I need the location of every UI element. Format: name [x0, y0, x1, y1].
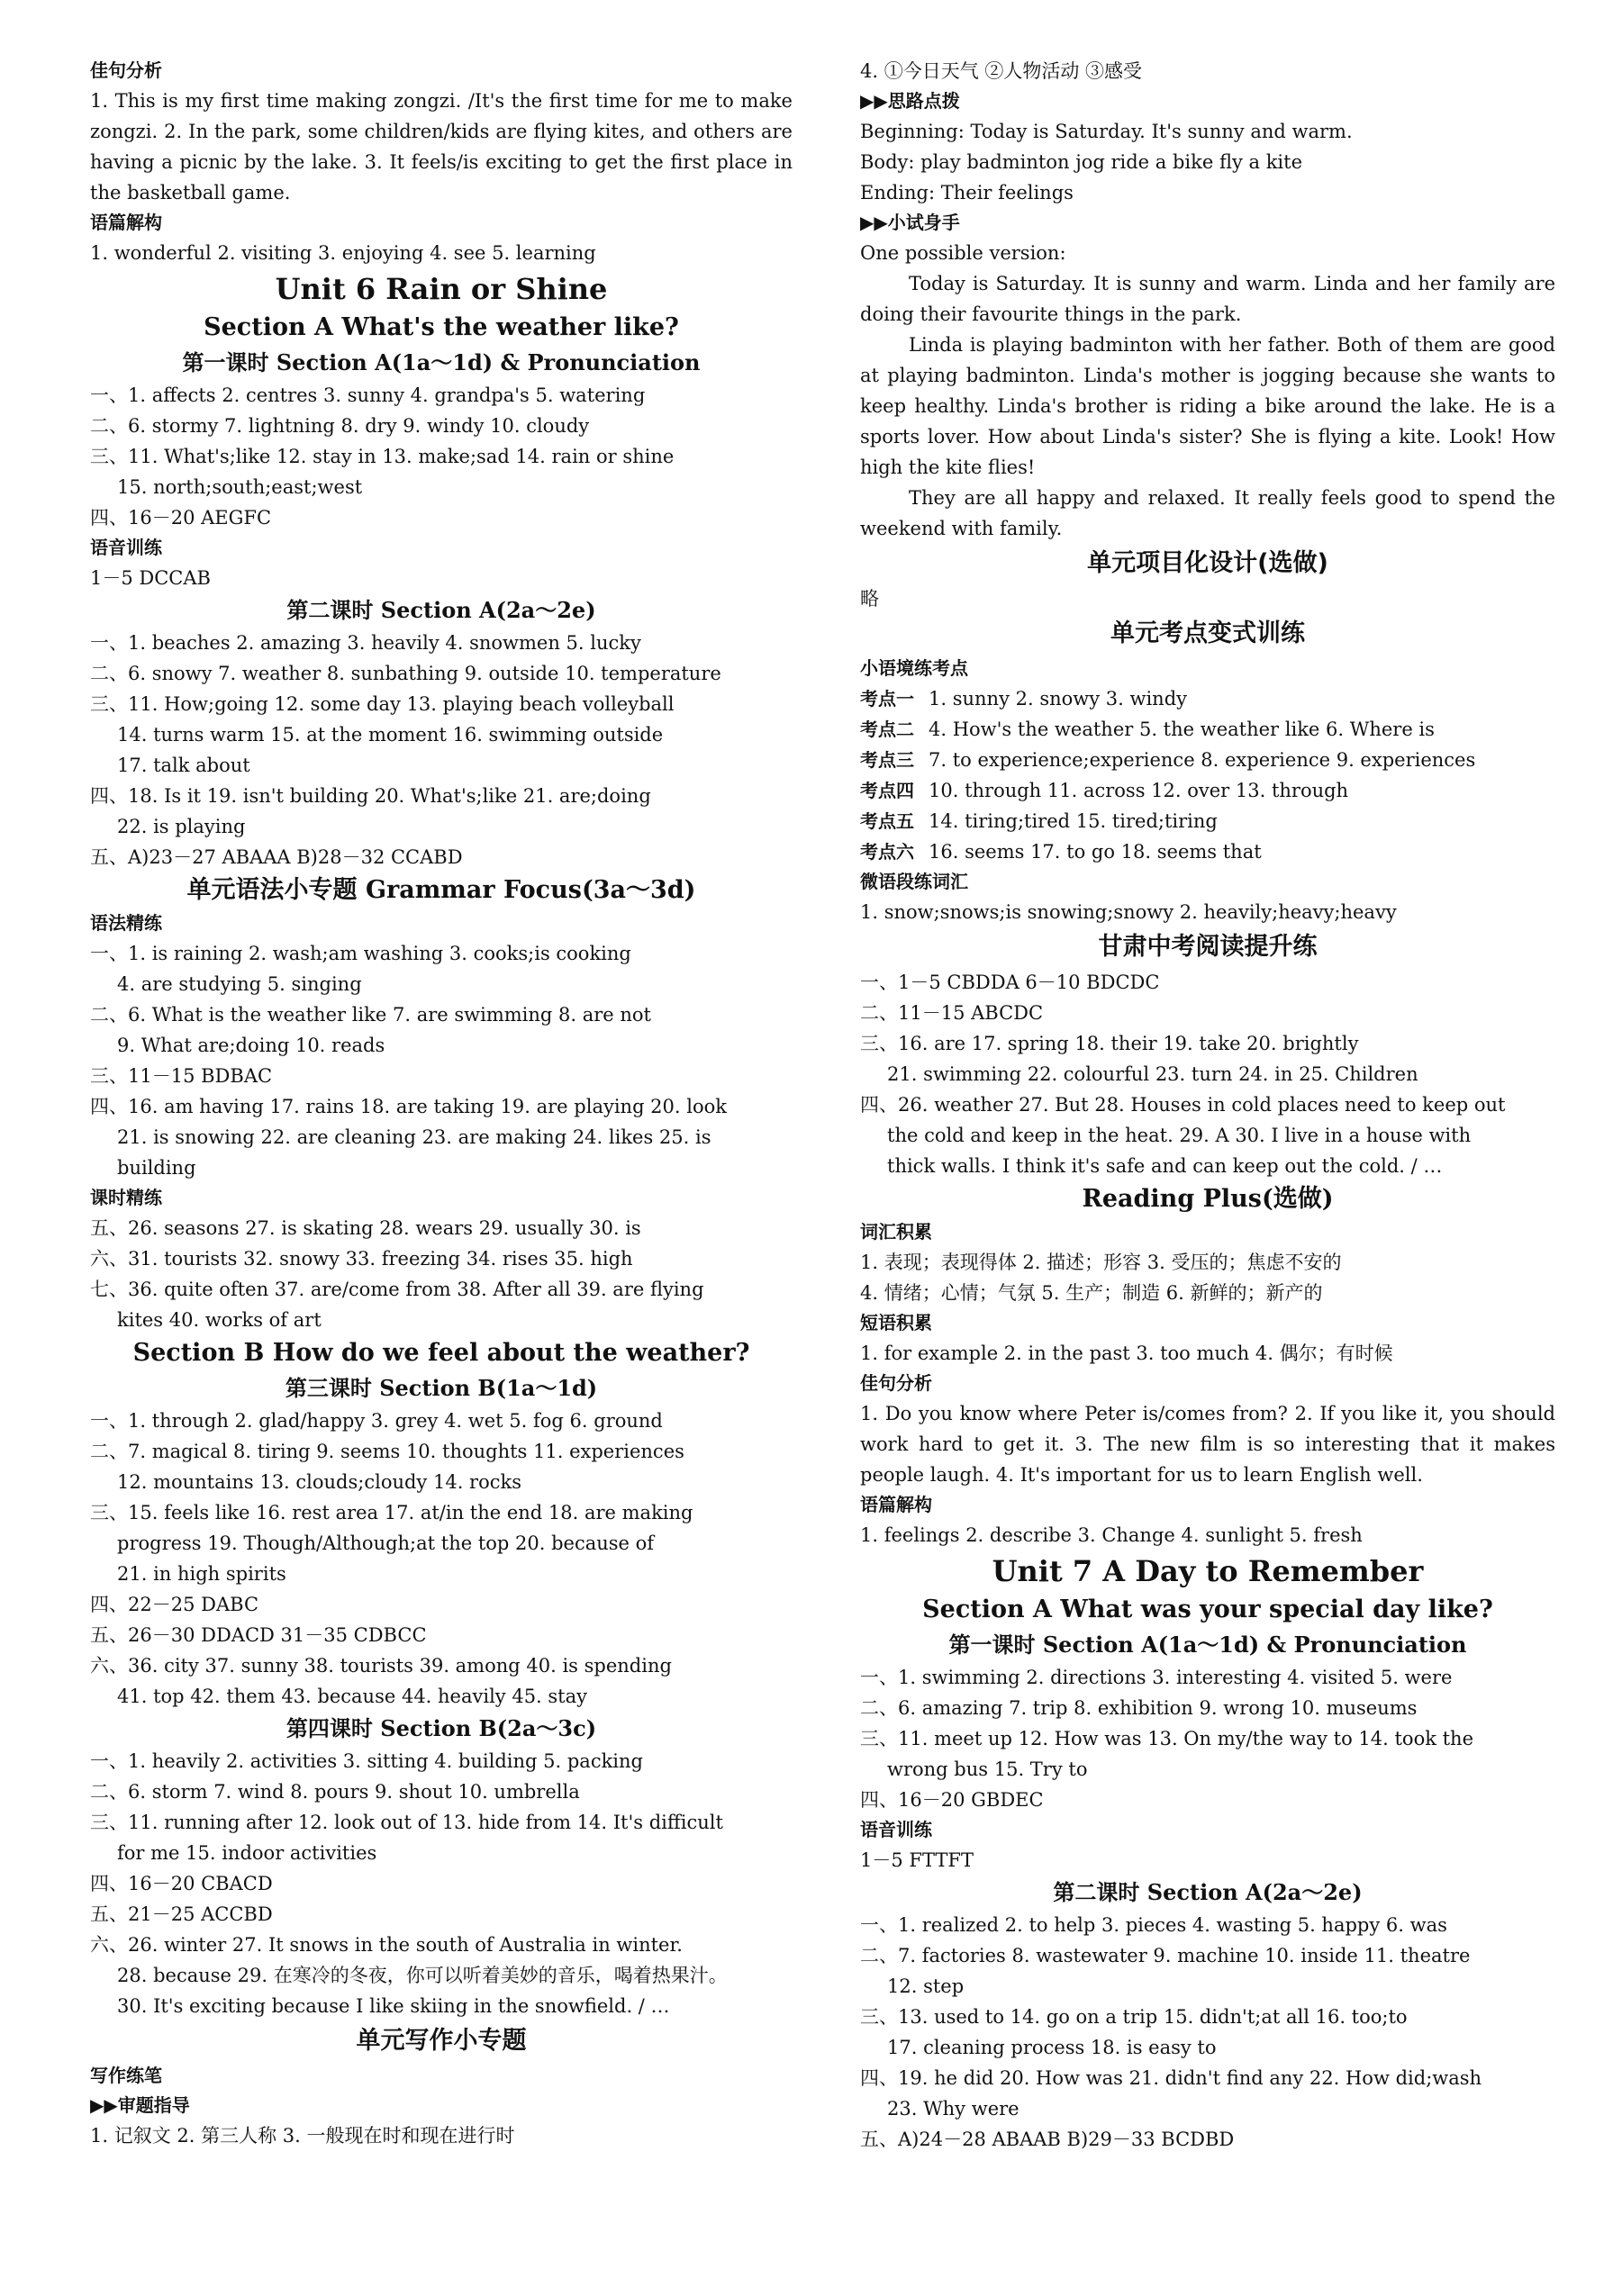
section-title: Reading Plus(选做): [1082, 1185, 1334, 1213]
answer-paragraph: Today is Saturday. It is sunny and warm. Linda and her family are doing their favourite things in the park.: [860, 273, 1555, 325]
lesson-title: 第四课时 Section B(2a～3c): [285, 1715, 597, 1741]
answer-line: 二、6. stormy 7. lightning 8. dry 9. windy 10. cloudy: [90, 415, 590, 437]
exam-point-answers: 1. sunny 2. snowy 3. windy: [929, 688, 1188, 710]
answer-line: 六、26. winter 27. It snows in the south of Australia in winter.: [90, 1934, 683, 1956]
answer-line: 21. swimming 22. colourful 23. turn 24. in 25. Children: [887, 1063, 1418, 1085]
answer-line: 21. in high spirits: [117, 1563, 286, 1585]
subsection-label: 写作练笔: [90, 2065, 162, 2086]
subsection-label: 微语段练词汇: [860, 871, 968, 892]
answer-line: Body: play badminton jog ride a bike fly a kite: [860, 151, 1302, 173]
subsection-label: 语篇解构: [860, 1494, 932, 1515]
answer-paragraph: Linda is playing badminton with her father. Both of them are good at playing badminton. Linda's mother is jogging because she wants to keep healthy. Linda's brother is riding a bike around the lake. He is a sports lover. How about Linda's sister? She is flying a kite. Look! How high the kite flies!: [860, 334, 1555, 478]
answer-line: 五、26－30 DDACD 31－35 CDBCC: [90, 1624, 427, 1646]
answer-line: 二、6. amazing 7. trip 8. exhibition 9. wrong 10. museums: [860, 1697, 1418, 1719]
answer-line: for me 15. indoor activities: [117, 1842, 377, 1864]
answer-line: 14. turns warm 15. at the moment 16. swimming outside: [117, 724, 664, 746]
exam-point-line: [860, 745, 1555, 775]
exam-point-answers: 4. How's the weather 5. the weather like 6. Where is: [929, 719, 1435, 740]
answer-line: One possible version:: [860, 242, 1066, 264]
exam-point-answers: 7. to experience;experience 8. experience 9. experiences: [929, 749, 1476, 771]
exam-point-line: [860, 683, 1555, 714]
unit-title: Unit 6 Rain or Shine: [275, 272, 608, 306]
answer-line: 二、6. storm 7. wind 8. pours 9. shout 10. umbrella: [90, 1781, 580, 1803]
exam-point-answers: 16. seems 17. to go 18. seems that: [929, 841, 1262, 863]
answer-line: 30. It's exciting because I like skiing in the snowfield. / …: [117, 1995, 670, 2017]
answer-line: 二、6. What is the weather like 7. are swimming 8. are not: [90, 1004, 651, 1026]
answer-line: 1. feelings 2. describe 3. Change 4. sunlight 5. fresh: [860, 1524, 1363, 1546]
answer-line: 一、1. affects 2. centres 3. sunny 4. grandpa's 5. watering: [90, 384, 646, 406]
answer-line: 一、1. beaches 2. amazing 3. heavily 4. snowmen 5. lucky: [90, 632, 641, 654]
answer-line: 1. 表现；表现得体 2. 描述；形容 3. 受压的；焦虑不安的: [860, 1252, 1342, 1273]
answer-line: 4. ①今日天气 ②人物活动 ③感受: [860, 60, 1143, 82]
chapter-heading: 单元项目化设计(选做): [1087, 549, 1328, 577]
subsection-label: 词汇积累: [860, 1221, 932, 1243]
answer-line: 三、11. What's;like 12. stay in 13. make;sad 14. rain or shine: [90, 446, 675, 467]
answer-line: progress 19. Though/Although;at the top 20. because of: [117, 1532, 655, 1554]
answer-line: building: [117, 1157, 196, 1179]
exam-point-answers: 10. through 11. across 12. over 13. through: [929, 780, 1349, 801]
answer-paragraph: They are all happy and relaxed. It really feels good to spend the weekend with family.: [860, 487, 1555, 539]
exam-point-answers: 14. tiring;tired 15. tired;tiring: [929, 810, 1218, 832]
section-title: 单元语法小专题 Grammar Focus(3a～3d): [186, 876, 696, 904]
arrow-subheading: ▶▶审题指导: [90, 2094, 190, 2116]
answer-line: 二、6. snowy 7. weather 8. sunbathing 9. outside 10. temperature: [90, 663, 721, 684]
answer-line: 4. 情绪；心情；气氛 5. 生产；制造 6. 新鲜的；新产的: [860, 1282, 1323, 1304]
answer-line: 28. because 29. 在寒冷的冬夜，你可以听着美妙的音乐，喝着热果汁。: [117, 1965, 728, 1986]
answer-line: 四、16－20 CBACD: [90, 1873, 273, 1894]
answer-line: 1. for example 2. in the past 3. too much 4. 偶尔；有时候: [860, 1342, 1393, 1364]
answer-line: 一、1. swimming 2. directions 3. interesting 4. visited 5. were: [860, 1667, 1453, 1688]
answer-line: 1. 记叙文 2. 第三人称 3. 一般现在时和现在进行时: [90, 2125, 515, 2147]
answer-line: 1－5 FTTFT: [860, 1849, 974, 1871]
exam-point-label: 考点六: [860, 841, 914, 863]
lesson-title: 第一课时 Section A(1a～1d) & Pronunciation: [948, 1632, 1467, 1658]
chapter-heading: 单元考点变式训练: [1110, 619, 1305, 647]
answer-line: wrong bus 15. Try to: [887, 1758, 1088, 1780]
subsection-label: 小语境练考点: [860, 657, 968, 679]
unit-title: Unit 7 A Day to Remember: [992, 1554, 1424, 1588]
answer-line: 22. is playing: [117, 816, 246, 837]
answer-line: 四、16－20 AEGFC: [90, 507, 272, 529]
subsection-label: 佳句分析: [90, 59, 162, 81]
left-column: [90, 56, 793, 2151]
exam-point-line: [860, 836, 1555, 867]
subsection-label: 课时精练: [90, 1187, 162, 1208]
answer-paragraph: 1. Do you know where Peter is/comes from? 2. If you like it, you should work hard to get it. 3. The new film is so interesting that it makes people laugh. 4. It's important for us to learn English well.: [860, 1403, 1555, 1486]
exam-point-label: 考点四: [860, 780, 914, 801]
lesson-title: 第一课时 Section A(1a～1d) & Pronunciation: [182, 349, 701, 375]
exam-point-label: 考点一: [860, 688, 914, 710]
answer-line: 一、1. realized 2. to help 3. pieces 4. wasting 5. happy 6. was: [860, 1914, 1447, 1936]
exam-point-label: 考点三: [860, 749, 914, 771]
subsection-label: 语音训练: [90, 537, 162, 558]
answer-line: 9. What are;doing 10. reads: [117, 1035, 385, 1056]
answer-line: 五、A)23－27 ABAAA B)28－32 CCABD: [90, 846, 463, 868]
answer-line: 12. mountains 13. clouds;cloudy 14. rocks: [117, 1471, 521, 1493]
exam-point-label: 考点二: [860, 719, 914, 740]
answer-line: 41. top 42. them 43. because 44. heavily 45. stay: [117, 1686, 588, 1707]
answer-line: 三、13. used to 14. go on a trip 15. didn't;at all 16. too;to: [860, 2006, 1408, 2028]
answer-line: 略: [860, 588, 879, 610]
answer-line: 17. cleaning process 18. is easy to: [887, 2037, 1217, 2058]
answer-line: 三、11－15 BDBAC: [90, 1065, 273, 1087]
answer-line: 二、11－15 ABCDC: [860, 1002, 1044, 1024]
answer-paragraph: 1. This is my first time making zongzi. /It's the first time for me to make zongzi. 2. In the park, some children/kids are flying kites, and others are having a picnic by the lake. 3. It feels/is exciting to get the first place in the basketball game.: [90, 90, 793, 203]
answer-line: 一、1. is raining 2. wash;am washing 3. cooks;is cooking: [90, 943, 631, 964]
answer-line: 12. step: [887, 1975, 965, 1997]
answer-line: 一、1. heavily 2. activities 3. sitting 4. building 5. packing: [90, 1750, 643, 1772]
section-title: Section B How do we feel about the weather?: [132, 1339, 750, 1367]
answer-line: the cold and keep in the heat. 29. A 30. I live in a house with: [887, 1125, 1472, 1146]
arrow-subheading: ▶▶思路点拨: [860, 90, 960, 112]
answer-line: 六、31. tourists 32. snowy 33. freezing 34. rises 35. high: [90, 1248, 633, 1270]
answer-line: 一、1－5 CBDDA 6－10 BDCDC: [860, 972, 1160, 993]
lesson-title: 第三课时 Section B(1a～1d): [285, 1375, 598, 1401]
answer-line: 一、1. through 2. glad/happy 3. grey 4. wet 5. fog 6. ground: [90, 1410, 663, 1432]
answer-line: 五、26. seasons 27. is skating 28. wears 29. usually 30. is: [90, 1217, 641, 1239]
subsection-label: 佳句分析: [860, 1372, 932, 1394]
answer-line: 二、7. factories 8. wastewater 9. machine 10. inside 11. theatre: [860, 1945, 1471, 1966]
answer-line: 21. is snowing 22. are cleaning 23. are making 24. likes 25. is: [117, 1126, 711, 1148]
answer-line: 五、A)24－28 ABAAB B)29－33 BCDBD: [860, 2129, 1235, 2150]
chapter-heading: 单元写作小专题: [356, 2027, 527, 2055]
answer-line: 二、7. magical 8. tiring 9. seems 10. thoughts 11. experiences: [90, 1441, 684, 1462]
subsection-label: 语篇解构: [90, 212, 162, 233]
answer-line: 六、36. city 37. sunny 38. tourists 39. among 40. is spending: [90, 1655, 672, 1677]
answer-line: 四、16－20 GBDEC: [860, 1789, 1044, 1811]
answer-line: 17. talk about: [117, 755, 250, 776]
chapter-heading: 甘肃中考阅读提升练: [1098, 933, 1318, 961]
answer-line: 1. snow;snows;is snowing;snowy 2. heavily;heavy;heavy: [860, 901, 1397, 923]
right-column: [860, 56, 1555, 2155]
answer-line: thick walls. I think it's safe and can keep out the cold. / …: [887, 1155, 1443, 1177]
answer-line: 23. Why were: [887, 2098, 1019, 2120]
answer-line: kites 40. works of art: [117, 1309, 322, 1331]
answer-line: 1. wonderful 2. visiting 3. enjoying 4. see 5. learning: [90, 242, 596, 264]
arrow-subheading: ▶▶小试身手: [860, 212, 960, 233]
exam-point-line: [860, 806, 1555, 836]
answer-line: 4. are studying 5. singing: [117, 973, 362, 995]
lesson-title: 第二课时 Section A(2a～2e): [1053, 1879, 1363, 1905]
answer-line: 三、11. meet up 12. How was 13. On my/the way to 14. took the: [860, 1728, 1474, 1749]
subsection-label: 短语积累: [860, 1312, 932, 1333]
answer-line: 五、21－25 ACCBD: [90, 1903, 273, 1925]
subsection-label: 语法精练: [90, 912, 162, 934]
answer-line: 三、16. are 17. spring 18. their 19. take 20. brightly: [860, 1033, 1359, 1054]
exam-point-line: [860, 714, 1555, 745]
answer-line: Beginning: Today is Saturday. It's sunny and warm.: [860, 121, 1353, 142]
answer-line: 四、18. Is it 19. isn't building 20. What's;like 21. are;doing: [90, 785, 651, 807]
answer-line: 四、19. he did 20. How was 21. didn't find any 22. How did;wash: [860, 2067, 1482, 2089]
answer-line: 七、36. quite often 37. are/come from 38. After all 39. are flying: [90, 1279, 704, 1300]
exam-point-line: [860, 775, 1555, 806]
answer-line: 三、15. feels like 16. rest area 17. at/in the end 18. are making: [90, 1502, 693, 1523]
answer-line: 四、26. weather 27. But 28. Houses in cold places need to keep out: [860, 1094, 1506, 1116]
exam-point-label: 考点五: [860, 810, 914, 832]
answer-line: 三、11. running after 12. look out of 13. hide from 14. It's difficult: [90, 1812, 723, 1833]
section-title: Section A What's the weather like?: [204, 313, 679, 341]
subsection-label: 语音训练: [860, 1819, 932, 1840]
answer-line: 四、22－25 DABC: [90, 1594, 259, 1615]
answer-line: 四、16. am having 17. rains 18. are taking 19. are playing 20. look: [90, 1096, 727, 1117]
lesson-title: 第二课时 Section A(2a～2e): [286, 597, 596, 623]
answer-line: 三、11. How;going 12. some day 13. playing beach volleyball: [90, 693, 675, 715]
answer-line: Ending: Their feelings: [860, 182, 1074, 203]
answer-line: 15. north;south;east;west: [117, 476, 363, 498]
section-title: Section A What was your special day like?: [922, 1595, 1493, 1623]
answer-line: 1－5 DCCAB: [90, 567, 211, 589]
